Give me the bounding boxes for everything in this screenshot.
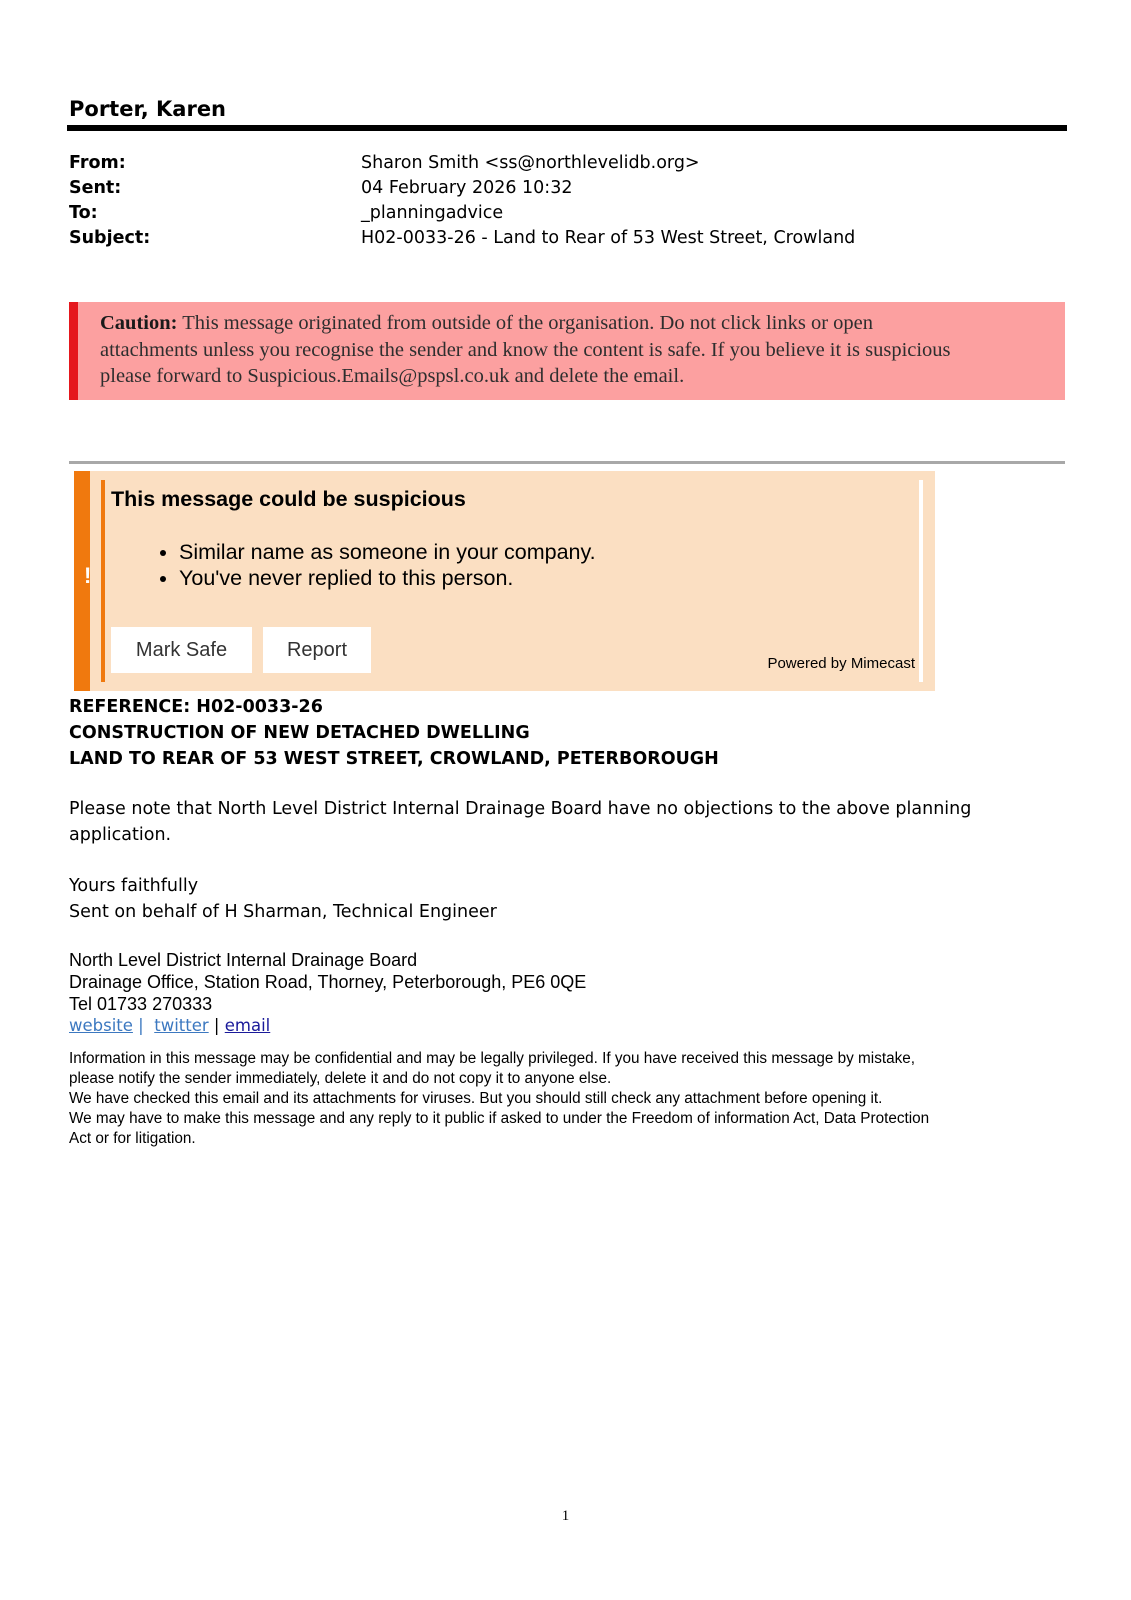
website-link[interactable]: website	[69, 1016, 133, 1035]
site-heading: LAND TO REAR OF 53 WEST STREET, CROWLAND, PETERBOROUGH	[69, 749, 719, 769]
title-rule	[67, 125, 1067, 131]
disclaimer-line: Information in this message may be confidential and may be legally privileged. If you have received this message by mistake,	[69, 1050, 916, 1067]
message-header	[69, 151, 855, 251]
caution-text-1: This message originated from outside of the organisation. Do not click links or open	[177, 312, 874, 334]
subject-value: H02-0033-26 - Land to Rear of 53 West Street, Crowland	[361, 228, 856, 248]
warning-inner-bar	[101, 480, 105, 682]
exclamation-icon: !	[84, 563, 92, 588]
mark-safe-button[interactable]: Mark Safe	[111, 627, 252, 673]
sent-label: Sent:	[69, 178, 122, 198]
link-separator: |	[213, 1016, 220, 1035]
from-value: Sharon Smith <ss@northlevelidb.org>	[361, 153, 700, 173]
sent-on-behalf-line: Sent on behalf of H Sharman, Technical Engineer	[69, 901, 497, 922]
warning-reasons	[111, 539, 596, 591]
sent-value: 04 February 2026 10:32	[361, 178, 573, 198]
subject-row	[69, 226, 855, 251]
application-reference-block	[69, 694, 719, 772]
mimecast-warning-banner	[74, 471, 935, 691]
warning-right-edge	[919, 480, 923, 682]
warning-reason: • Similar name as someone in your company.	[179, 539, 596, 565]
separator-rule	[69, 461, 1065, 464]
body-paragraph	[69, 797, 971, 848]
subject-label: Subject:	[69, 228, 151, 248]
to-label: To:	[69, 203, 98, 223]
signature-org: North Level District Internal Drainage Board	[69, 950, 418, 970]
signature-tel: Tel 01733 270333	[69, 994, 213, 1014]
caution-label: Caution:	[100, 312, 178, 334]
reference-line: REFERENCE: H02-0033-26	[69, 697, 323, 717]
disclaimer-line: Act or for litigation.	[69, 1130, 196, 1147]
mailbox-owner-name: Porter, Karen	[69, 97, 227, 121]
paragraph-line: application.	[69, 824, 172, 845]
to-row	[69, 201, 855, 226]
signature-links	[69, 1016, 270, 1035]
paragraph-line: Please note that North Level District Internal Drainage Board have no objections to the above planning	[69, 799, 972, 819]
caution-text-3: please forward to Suspicious.Emails@pspsl.co.uk and delete the email.	[100, 365, 685, 387]
closing-line: Yours faithfully	[69, 876, 199, 896]
link-separator: |	[138, 1016, 144, 1035]
from-row	[69, 151, 855, 176]
external-caution-banner	[69, 302, 1065, 400]
disclaimer-line: We may have to make this message and any reply to it public if asked to under the Freedom of information Act, Data Protection	[69, 1110, 930, 1127]
powered-by-mimecast: Powered by Mimecast	[767, 655, 915, 672]
warning-reason: • You've never replied to this person.	[179, 565, 596, 591]
caution-text-2: attachments unless you recognise the sender and know the content is safe. If you believe it is suspicious	[100, 338, 951, 361]
report-button[interactable]: Report	[263, 627, 371, 673]
warning-title: This message could be suspicious	[111, 487, 466, 511]
to-value: _planningadvice	[361, 203, 504, 223]
disclaimer-line: We have checked this email and its attachments for viruses. But you should still check any attachment before opening it.	[69, 1090, 883, 1107]
sent-row	[69, 176, 855, 201]
signature-address: Drainage Office, Station Road, Thorney, Peterborough, PE6 0QE	[69, 972, 587, 992]
closing-block	[69, 874, 497, 925]
disclaimer-line: please notify the sender immediately, delete it and do not copy it to anyone else.	[69, 1070, 612, 1087]
twitter-link[interactable]: twitter	[154, 1016, 209, 1035]
page-number: 1	[561, 1508, 570, 1524]
legal-disclaimer	[69, 1049, 1059, 1149]
email-signature	[69, 949, 586, 1015]
proposal-heading: CONSTRUCTION OF NEW DETACHED DWELLING	[69, 723, 530, 743]
email-link[interactable]: email	[224, 1016, 271, 1035]
from-label: From:	[69, 153, 126, 173]
